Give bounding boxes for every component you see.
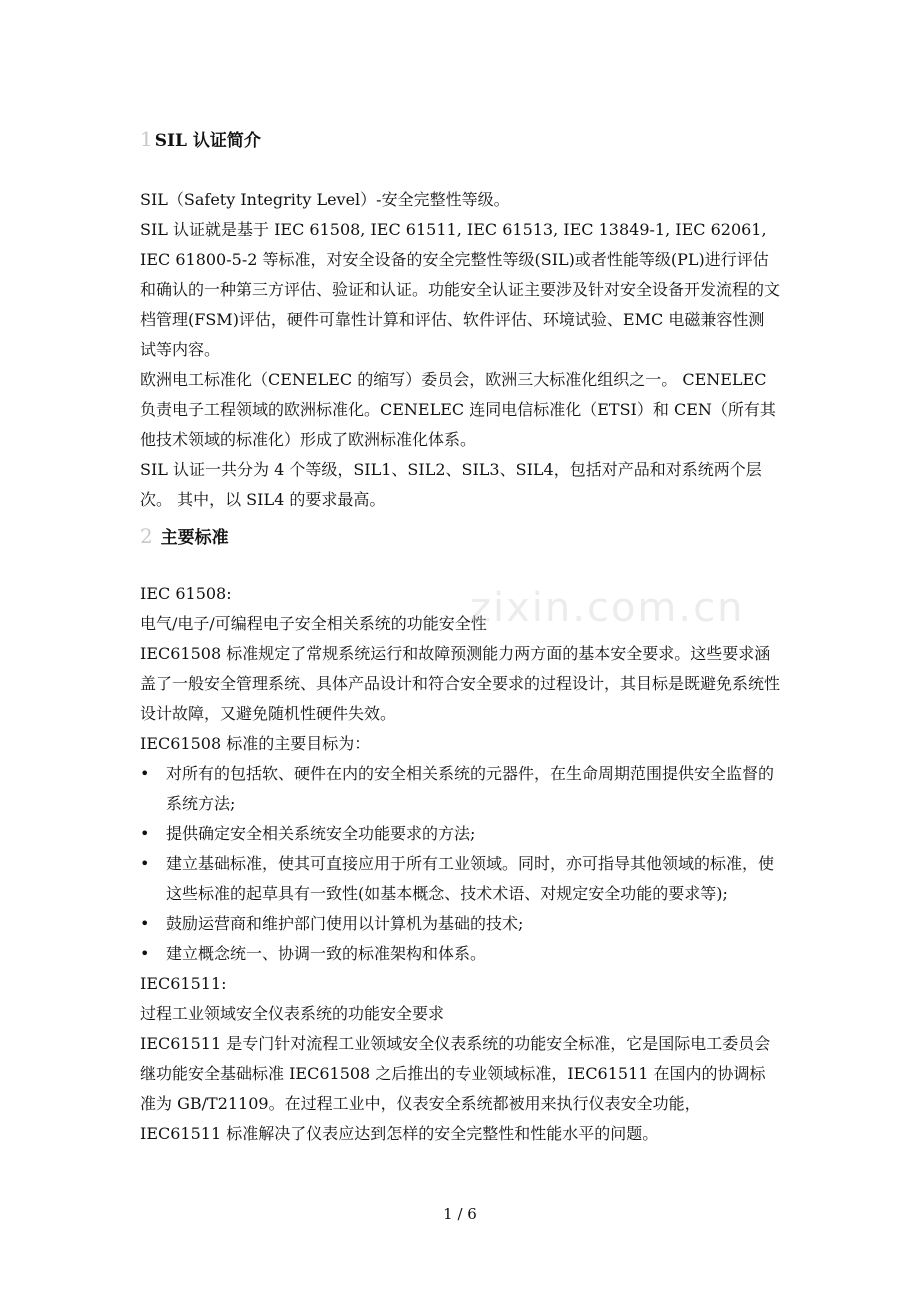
watermark: zixin.com.cn xyxy=(470,585,745,631)
paragraph: IEC61508 标准规定了常规系统运行和故障预测能力两方面的基本安全要求。这些要求涵盖了一般安全管理系统、具体产品设计和符合安全要求的过程设计，其目标是既避免系统性设计故障，又避免随机性硬件失效。 xyxy=(140,644,781,723)
bullet-marker: • xyxy=(140,914,150,933)
section-body-2 xyxy=(140,579,780,1149)
section-number-1: 1 xyxy=(140,127,153,151)
section-number-2: 2 xyxy=(140,524,153,548)
bullet-marker: • xyxy=(140,824,150,843)
paragraph: SIL 认证就是基于 IEC 61508, IEC 61511, IEC 61513, IEC 13849-1, IEC 62061, IEC 61800-5-2 等标准，对安全设备的安全完整性等级(SIL)或者性能等级(PL)进行评估和确认的一种第三方评估、验证和认证。功能安全认证主要涉及针对安全设备开发流程的文档管理(FSM)评估，硬件可靠性计算和评估、软件评估、环境试验、EMC 电磁兼容性测试等内容。 xyxy=(140,220,781,359)
list-item xyxy=(140,939,780,969)
standard-label: IEC61511: xyxy=(140,974,227,993)
list-item-text: 对所有的包括软、硬件在内的安全相关系统的元器件，在生命周期范围提供安全监督的系统方法; xyxy=(166,764,775,813)
paragraph: IEC61511 是专门针对流程工业领域安全仪表系统的功能安全标准，它是国际电工委员会继功能安全基础标准 IEC61508 之后推出的专业领域标准，IEC61511 在国内的协调标准为 GB/T21109。在过程工业中，仪表安全系统都被用来执行仪表安全功能，IEC61511 标准解决了仪表应达到怎样的安全完整性和性能水平的问题。 xyxy=(140,1034,771,1143)
bullet-marker: • xyxy=(140,944,150,963)
standard-subtitle: 过程工业领域安全仪表系统的功能安全要求 xyxy=(140,1004,445,1023)
section-body-1 xyxy=(140,185,780,515)
list-item xyxy=(140,909,780,939)
section-title-1: SIL 认证简介 xyxy=(154,131,261,151)
page-number: 1 / 6 xyxy=(443,1205,477,1223)
bullet-marker: • xyxy=(140,764,150,783)
list-item xyxy=(140,849,780,909)
list-item-text: 建立概念统一、协调一致的标准架构和体系。 xyxy=(166,944,487,963)
list-item xyxy=(140,819,780,849)
paragraph: 欧洲电工标准化（CENELEC 的缩写）委员会，欧洲三大标准化组织之一。 CENELEC 负责电子工程领域的欧洲标准化。CENELEC 连同电信标准化（ETSI）和 CEN（所有其他技术领域的标准化）形成了欧洲标准化体系。 xyxy=(140,370,776,449)
list-item-text: 提供确定安全相关系统安全功能要求的方法; xyxy=(166,824,476,843)
bullet-marker: • xyxy=(140,854,150,873)
list-item-text: 建立基础标准，使其可直接应用于所有工业领域。同时，亦可指导其他领域的标准，使这些标准的起草具有一致性(如基本概念、技术术语、对规定安全功能的要求等); xyxy=(166,854,775,903)
paragraph: SIL（Safety Integrity Level）-安全完整性等级。 xyxy=(140,190,510,209)
standard-subtitle: 电气/电子/可编程电子安全相关系统的功能安全性 xyxy=(140,614,487,633)
paragraph: IEC61508 标准的主要目标为： xyxy=(140,734,371,753)
section-heading-2 xyxy=(140,523,229,548)
list-item xyxy=(140,759,780,819)
list-item-text: 鼓励运营商和维护部门使用以计算机为基础的技术; xyxy=(166,914,524,933)
section-title-2: 主要标准 xyxy=(160,528,229,548)
standard-label: IEC 61508: xyxy=(140,584,232,603)
paragraph: SIL 认证一共分为 4 个等级，SIL1、SIL2、SIL3、SIL4，包括对产品和对系统两个层次。 其中，以 SIL4 的要求最高。 xyxy=(140,460,762,509)
section-heading-1 xyxy=(140,126,261,151)
